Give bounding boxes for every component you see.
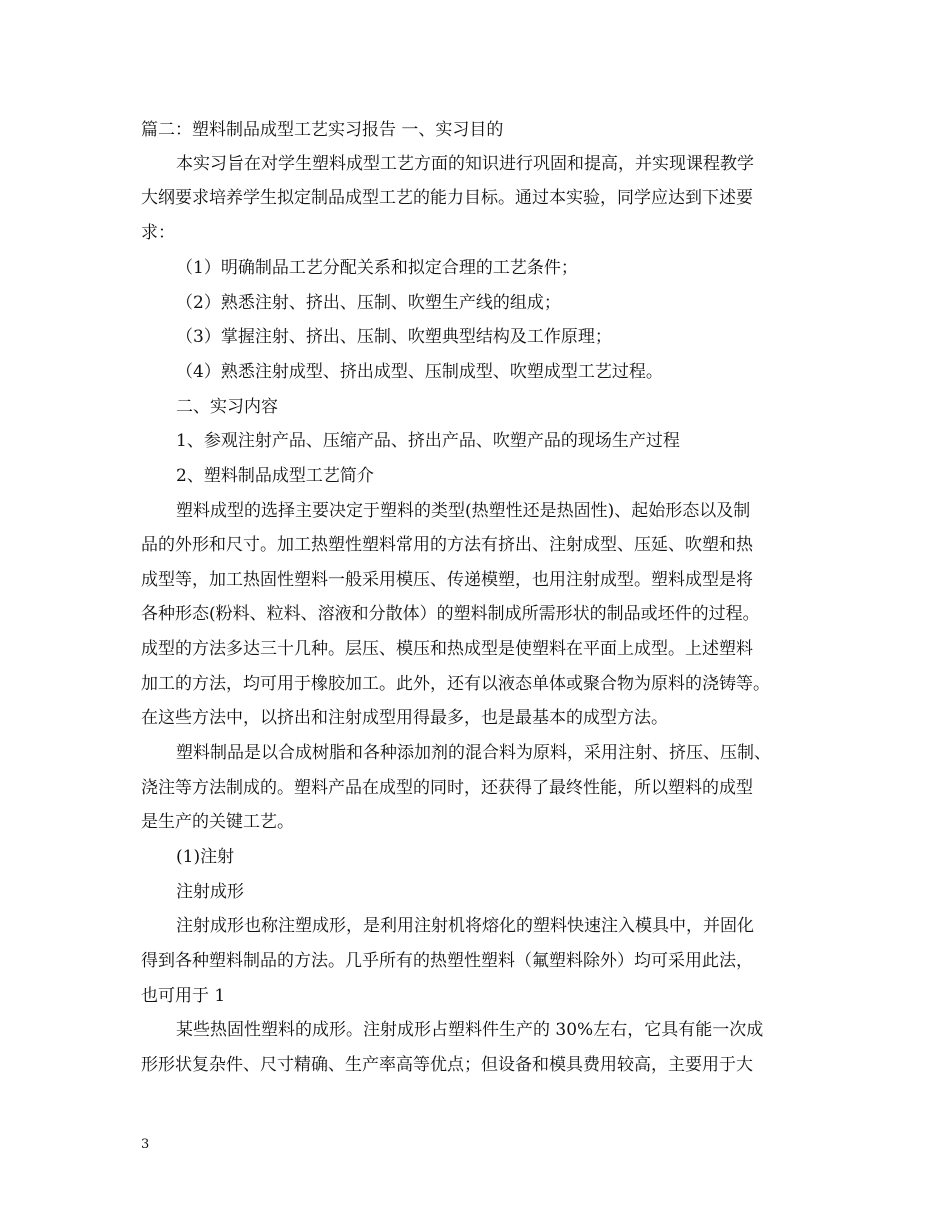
subsection-heading: 注射成形: [176, 882, 244, 902]
heading-line: 篇二：塑料制品成型工艺实习报告 一、实习目的: [141, 120, 504, 140]
paragraph-line: 大纲要求培养学生拟定制品成型工艺的能力目标。通过本实验，同学应达到下述要: [141, 188, 753, 208]
paragraph-line: 在这些方法中，以挤出和注射成型用得最多，也是最基本的成型方法。: [141, 708, 668, 728]
paragraph-line: 成型的方法多达三十几种。层压、模压和热成型是使塑料在平面上成型。上述塑料: [141, 639, 753, 659]
section-heading: 二、实习内容: [176, 397, 278, 417]
paragraph-line: 求：: [141, 223, 175, 243]
paragraph-line: 也可用于 1: [141, 986, 226, 1006]
paragraph-line: 本实习旨在对学生塑料成型工艺方面的知识进行巩固和提高，并实现课程教学: [176, 154, 754, 174]
list-item: （3）掌握注射、挤出、压制、吹塑典型结构及工作原理；: [176, 327, 612, 347]
paragraph-line: 塑料制品是以合成树脂和各种添加剂的混合料为原料，采用注射、挤压、压制、: [176, 743, 771, 763]
paragraph-line: 形形状复杂件、尺寸精确、生产率高等优点；但设备和模具费用较高，主要用于大: [141, 1055, 753, 1075]
paragraph-line: 浇注等方法制成的。塑料产品在成型的同时，还获得了最终性能，所以塑料的成型: [141, 778, 753, 798]
paragraph-line: 品的外形和尺寸。加工热塑性塑料常用的方法有挤出、注射成型、压延、吹塑和热: [141, 535, 753, 555]
paragraph-line: 各种形态(粉料、粒料、溶液和分散体）的塑料制成所需形状的制品或坯件的过程。: [141, 604, 760, 624]
page-number: 3: [141, 1137, 150, 1152]
paragraph-line: 某些热固性塑料的成形。注射成形占塑料件生产的 30%左右，它具有能一次成: [176, 1020, 764, 1040]
subsection-heading: (1)注射: [176, 847, 235, 867]
list-item: （4）熟悉注射成型、挤出成型、压制成型、吹塑成型工艺过程。: [176, 362, 663, 382]
paragraph-line: 成型等，加工热固性塑料一般采用模压、传递模塑，也用注射成型。塑料成型是将: [141, 570, 753, 590]
paragraph-line: 得到各种塑料制品的方法。几乎所有的热塑性塑料（氟塑料除外）均可采用此法，: [141, 951, 753, 971]
paragraph-line: 是生产的关键工艺。: [141, 812, 294, 832]
paragraph-line: 1、参观注射产品、压缩产品、挤出产品、吹塑产品的现场生产过程: [176, 431, 680, 451]
paragraph-line: 2、塑料制品成型工艺简介: [176, 466, 374, 486]
list-item: （1）明确制品工艺分配关系和拟定合理的工艺条件；: [176, 258, 578, 278]
paragraph-line: 注射成形也称注塑成形，是利用注射机将熔化的塑料快速注入模具中，并固化: [176, 916, 754, 936]
paragraph-line: 加工的方法，均可用于橡胶加工。此外，还有以液态单体或聚合物为原料的浇铸等。: [141, 674, 770, 694]
list-item: （2）熟悉注射、挤出、压制、吹塑生产线的组成；: [176, 293, 561, 313]
paragraph-line: 塑料成型的选择主要决定于塑料的类型(热塑性还是热固性)、起始形态以及制: [176, 501, 751, 521]
